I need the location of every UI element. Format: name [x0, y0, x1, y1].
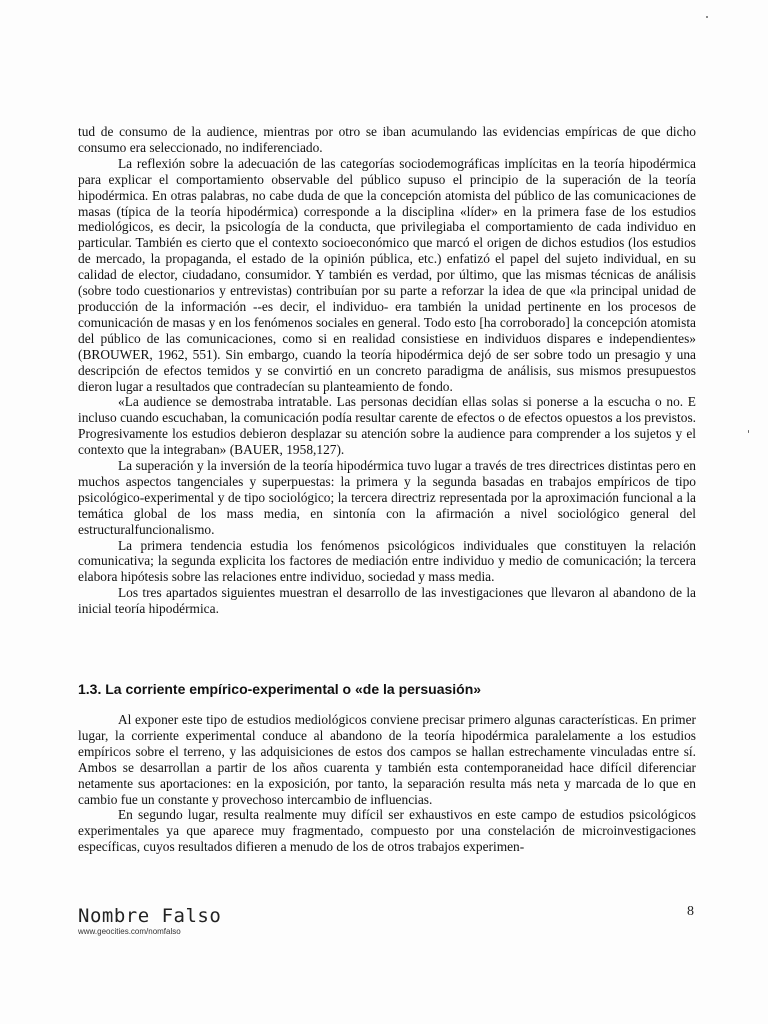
paragraph: La superación y la inversión de la teoría hipodérmica tuvo lugar a través de tres directrices distintas pero en muchos aspectos tangenciales y superpuestas: la primera y la segunda basadas en trabajos empíricos de tipo psicológico-experimental y de tipo sociológico; la tercera directriz representada por la aproximación funcional a la temática global de los mass media, en sintonía con la afirmación a nivel sociológico general del estructuralfuncionalismo.	[78, 458, 696, 537]
paragraph: En segundo lugar, resulta realmente muy difícil ser exhaustivos en este campo de estudios psicológicos experimentales ya que aparece muy fragmentado, compuesto por una constelación de microinvestigaciones específicas, cuyos resultados difieren a menudo de los de otros trabajos experimen-	[78, 807, 696, 855]
footer-brand: Nombre Falso	[78, 905, 222, 927]
scan-speck	[748, 430, 749, 433]
body-text-top	[78, 124, 696, 617]
paragraph: «La audience se demostraba intratable. Las personas decidían ellas solas si ponerse a la escucha o no. E incluso cuando escuchaban, la comunicación podía resultar carente de efectos o de efectos opuestos a los previstos. Progresivamente los estudios debieron desplazar su atención sobre la audience para comprender a los sujetos y el contexto que la integraban» (BAUER, 1958,127).	[78, 394, 696, 458]
footer-url: www.geocities.com/nomfalso	[78, 927, 181, 936]
paragraph: Al exponer este tipo de estudios mediológicos conviene precisar primero algunas características. En primer lugar, la corriente experimental conduce al abandono de la teoría hipodérmica paralelamente a los estudios empíricos sobre el terreno, y las adquisiciones de estos dos campos se hallan estrechamente vinculadas entre sí. Ambos se desarrollan a partir de los años cuarenta y también esta contemporaneidad hace difícil diferenciar netamente sus aportaciones: en la exposición, por tanto, la separación resulta más neta y marcada de lo que en cambio fue un constante y provechoso intercambio de influencias.	[78, 712, 696, 807]
body-text-bottom	[78, 712, 696, 855]
paragraph: Los tres apartados siguientes muestran el desarrollo de las investigaciones que llevaron al abandono de la inicial teoría hipodérmica.	[78, 585, 696, 617]
section-heading: 1.3. La corriente empírico-experimental o «de la persuasión»	[78, 681, 482, 697]
paragraph: La primera tendencia estudia los fenómenos psicológicos individuales que constituyen la relación comunicativa; la segunda explicita los factores de mediación entre individuo y medio de comunicación; la tercera elabora hipótesis sobre las relaciones entre individuo, sociedad y mass media.	[78, 537, 696, 585]
page-number: 8	[687, 904, 694, 919]
scan-speck	[706, 16, 708, 18]
paragraph: tud de consumo de la audience, mientras por otro se iban acumulando las evidencias empíricas de que dicho consumo era seleccionado, no indiferenciado.	[78, 124, 696, 155]
paragraph: La reflexión sobre la adecuación de las categorías sociodemográficas implícitas en la teoría hipodérmica para explicar el comportamiento observable del público supuso el principio de la superación de la teoría hipodérmica. En otras palabras, no cabe duda de que la concepción atomista del público de las comunicaciones de masas (típica de la teoría hipodérmica) corresponde a la disciplina «líder» en la primera fase de los estudios mediológicos, es decir, la psicología de la conducta, que privilegiaba el comportamiento de cada individuo en particular. También es cierto que el contexto socioeconómico que marcó el origen de dichos estudios (los estudios de mercado, la propaganda, el estado de la opinión pública, etc.) enfatizó el papel del sujeto individual, en su calidad de elector, ciudadano, consumidor. Y también es verdad, por último, que las mismas técnicas de análisis (sobre todo cuestionarios y entrevistas) contribuían por su parte a reforzar la idea de que «la principal unidad de producción de la información --es decir, el individuo- era también la unidad pertinente en los procesos de comunicación de masas y en los fenómenos sociales en general. Todo esto [ha corroborado] la concepción atomista del público de las comunicaciones, como si en realidad consistiese en individuos dispares e independientes» (BROUWER, 1962, 551). Sin embargo, cuando la teoría hipodérmica dejó de ser sobre todo un presagio y una descripción de efectos temidos y se convirtió en un concreto paradigma de análisis, sus mismos presupuestos dieron lugar a resultados que contradecían su planteamiento de fondo.	[78, 155, 696, 394]
